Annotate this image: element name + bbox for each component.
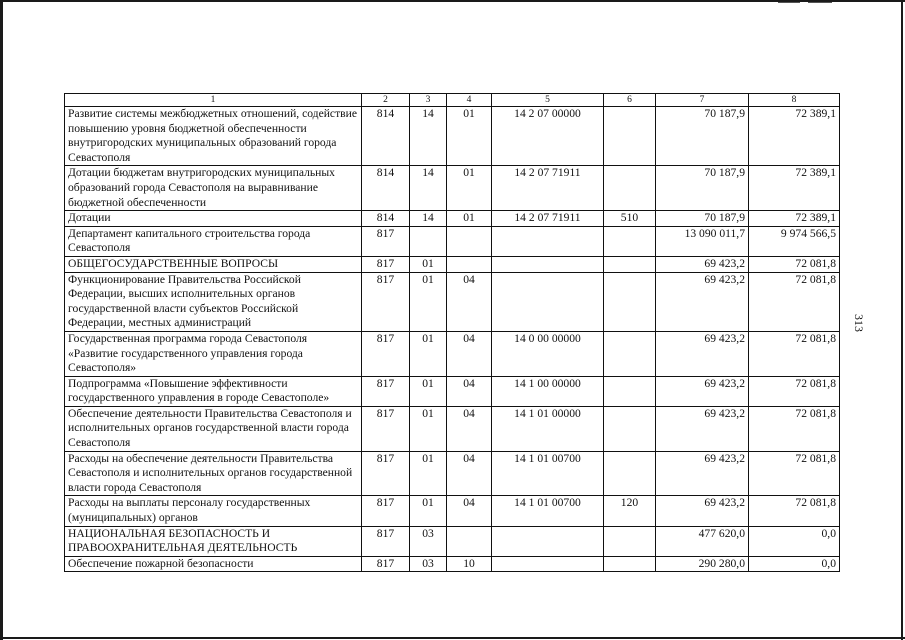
row-name-cell: Обеспечение пожарной безопасности — [65, 556, 362, 572]
subsection-code-cell — [447, 256, 492, 272]
amount-year-1-cell: 477 620,0 — [656, 526, 749, 556]
amount-year-2-cell: 0,0 — [749, 556, 840, 572]
admin-code-cell: 814 — [362, 107, 410, 166]
amount-year-1-cell: 70 187,9 — [656, 166, 749, 211]
row-name-cell: Развитие системы межбюджетных отношений, содействие повышению уровня бюджетной обеспеченности внутригородских муниципальных образований города Севастополя — [65, 107, 362, 166]
amount-year-2-cell: 0,0 — [749, 526, 840, 556]
table-row — [65, 166, 840, 211]
section-code-cell: 01 — [410, 451, 447, 496]
amount-year-1-cell: 13 090 011,7 — [656, 226, 749, 256]
row-name-cell: Подпрограмма «Повышение эффективности государственного управления в городе Севастополе» — [65, 376, 362, 406]
table-row — [65, 331, 840, 376]
row-name-cell: ОБЩЕГОСУДАРСТВЕННЫЕ ВОПРОСЫ — [65, 256, 362, 272]
subsection-code-cell: 01 — [447, 166, 492, 211]
row-name-cell: Расходы на выплаты персоналу государственных (муниципальных) органов — [65, 496, 362, 526]
table-row — [65, 107, 840, 166]
scan-mark — [808, 2, 832, 3]
table-row — [65, 226, 840, 256]
subsection-code-cell — [447, 226, 492, 256]
row-name-cell: Обеспечение деятельности Правительства Севастополя и исполнительных органов государственной власти города Севастополя — [65, 406, 362, 451]
row-name-cell: Функционирование Правительства Российской Федерации, высших исполнительных органов государственной власти субъектов Российской Федерации, местных администраций — [65, 272, 362, 331]
page-frame-bottom — [0, 637, 905, 639]
admin-code-cell: 817 — [362, 496, 410, 526]
subsection-code-cell: 04 — [447, 331, 492, 376]
expense-type-cell — [604, 272, 656, 331]
admin-code-cell: 817 — [362, 556, 410, 572]
amount-year-2-cell: 72 389,1 — [749, 166, 840, 211]
subsection-code-cell: 10 — [447, 556, 492, 572]
table-row — [65, 272, 840, 331]
section-code-cell: 01 — [410, 272, 447, 331]
section-code-cell: 01 — [410, 496, 447, 526]
table-row — [65, 406, 840, 451]
expense-type-cell: 510 — [604, 211, 656, 227]
subsection-code-cell: 01 — [447, 211, 492, 227]
admin-code-cell: 817 — [362, 256, 410, 272]
section-code-cell: 14 — [410, 166, 447, 211]
target-article-cell — [492, 526, 604, 556]
table-row — [65, 451, 840, 496]
section-code-cell — [410, 226, 447, 256]
row-name-cell: Расходы на обеспечение деятельности Правительства Севастополя и исполнительных органов государственной власти города Севастополя — [65, 451, 362, 496]
page-frame-top — [0, 0, 905, 2]
expense-type-cell — [604, 166, 656, 211]
table-row — [65, 376, 840, 406]
column-header: 8 — [749, 94, 840, 107]
section-code-cell: 14 — [410, 211, 447, 227]
amount-year-1-cell: 69 423,2 — [656, 256, 749, 272]
column-header: 6 — [604, 94, 656, 107]
target-article-cell: 14 2 07 71911 — [492, 211, 604, 227]
target-article-cell: 14 1 01 00700 — [492, 496, 604, 526]
section-code-cell: 01 — [410, 331, 447, 376]
subsection-code-cell: 04 — [447, 376, 492, 406]
target-article-cell — [492, 226, 604, 256]
admin-code-cell: 814 — [362, 166, 410, 211]
row-name-cell: Дотации бюджетам внутригородских муниципальных образований города Севастополя на выравнивание бюджетной обеспеченности — [65, 166, 362, 211]
column-header: 4 — [447, 94, 492, 107]
page-frame-left — [0, 0, 3, 640]
column-header: 5 — [492, 94, 604, 107]
amount-year-1-cell: 69 423,2 — [656, 272, 749, 331]
section-code-cell: 01 — [410, 376, 447, 406]
amount-year-2-cell: 72 081,8 — [749, 256, 840, 272]
table-row — [65, 211, 840, 227]
scan-mark — [778, 2, 800, 3]
subsection-code-cell: 04 — [447, 451, 492, 496]
target-article-cell: 14 1 01 00700 — [492, 451, 604, 496]
section-code-cell: 03 — [410, 556, 447, 572]
target-article-cell — [492, 272, 604, 331]
section-code-cell: 01 — [410, 256, 447, 272]
target-article-cell: 14 2 07 71911 — [492, 166, 604, 211]
amount-year-1-cell: 69 423,2 — [656, 451, 749, 496]
target-article-cell — [492, 556, 604, 572]
admin-code-cell: 817 — [362, 376, 410, 406]
table-body — [65, 94, 840, 572]
column-header: 1 — [65, 94, 362, 107]
table-row — [65, 496, 840, 526]
expense-type-cell — [604, 526, 656, 556]
expense-type-cell — [604, 451, 656, 496]
amount-year-1-cell: 69 423,2 — [656, 376, 749, 406]
amount-year-2-cell: 72 081,8 — [749, 496, 840, 526]
section-code-cell: 14 — [410, 107, 447, 166]
admin-code-cell: 817 — [362, 272, 410, 331]
expense-type-cell — [604, 376, 656, 406]
expense-type-cell — [604, 256, 656, 272]
amount-year-2-cell: 72 081,8 — [749, 406, 840, 451]
admin-code-cell: 817 — [362, 226, 410, 256]
table-row — [65, 256, 840, 272]
amount-year-2-cell: 72 081,8 — [749, 451, 840, 496]
subsection-code-cell: 04 — [447, 272, 492, 331]
subsection-code-cell — [447, 526, 492, 556]
page-frame-right — [901, 0, 903, 640]
target-article-cell: 14 0 00 00000 — [492, 331, 604, 376]
column-number-row — [65, 94, 840, 107]
target-article-cell: 14 1 00 00000 — [492, 376, 604, 406]
target-article-cell — [492, 256, 604, 272]
amount-year-1-cell: 69 423,2 — [656, 406, 749, 451]
row-name-cell: НАЦИОНАЛЬНАЯ БЕЗОПАСНОСТЬ И ПРАВООХРАНИТЕЛЬНАЯ ДЕЯТЕЛЬНОСТЬ — [65, 526, 362, 556]
amount-year-2-cell: 72 389,1 — [749, 107, 840, 166]
subsection-code-cell: 04 — [447, 406, 492, 451]
admin-code-cell: 817 — [362, 406, 410, 451]
subsection-code-cell: 01 — [447, 107, 492, 166]
expense-type-cell: 120 — [604, 496, 656, 526]
amount-year-2-cell: 72 081,8 — [749, 331, 840, 376]
table-row — [65, 556, 840, 572]
expense-type-cell — [604, 406, 656, 451]
expense-type-cell — [604, 556, 656, 572]
column-header: 7 — [656, 94, 749, 107]
section-code-cell: 01 — [410, 406, 447, 451]
target-article-cell: 14 2 07 00000 — [492, 107, 604, 166]
subsection-code-cell: 04 — [447, 496, 492, 526]
column-header: 3 — [410, 94, 447, 107]
admin-code-cell: 817 — [362, 331, 410, 376]
admin-code-cell: 817 — [362, 451, 410, 496]
column-header: 2 — [362, 94, 410, 107]
admin-code-cell: 817 — [362, 526, 410, 556]
amount-year-2-cell: 9 974 566,5 — [749, 226, 840, 256]
amount-year-1-cell: 69 423,2 — [656, 331, 749, 376]
amount-year-2-cell: 72 081,8 — [749, 272, 840, 331]
table-row — [65, 526, 840, 556]
row-name-cell: Государственная программа города Севастополя «Развитие государственного управления города Севастополя» — [65, 331, 362, 376]
amount-year-1-cell: 69 423,2 — [656, 496, 749, 526]
amount-year-1-cell: 290 280,0 — [656, 556, 749, 572]
amount-year-1-cell: 70 187,9 — [656, 107, 749, 166]
budget-table — [64, 93, 840, 572]
row-name-cell: Департамент капитального строительства города Севастополя — [65, 226, 362, 256]
section-code-cell: 03 — [410, 526, 447, 556]
amount-year-2-cell: 72 081,8 — [749, 376, 840, 406]
target-article-cell: 14 1 01 00000 — [492, 406, 604, 451]
amount-year-1-cell: 70 187,9 — [656, 211, 749, 227]
admin-code-cell: 814 — [362, 211, 410, 227]
row-name-cell: Дотации — [65, 211, 362, 227]
amount-year-2-cell: 72 389,1 — [749, 211, 840, 227]
expense-type-cell — [604, 107, 656, 166]
expense-type-cell — [604, 226, 656, 256]
page-number: 313 — [852, 314, 866, 332]
expense-type-cell — [604, 331, 656, 376]
